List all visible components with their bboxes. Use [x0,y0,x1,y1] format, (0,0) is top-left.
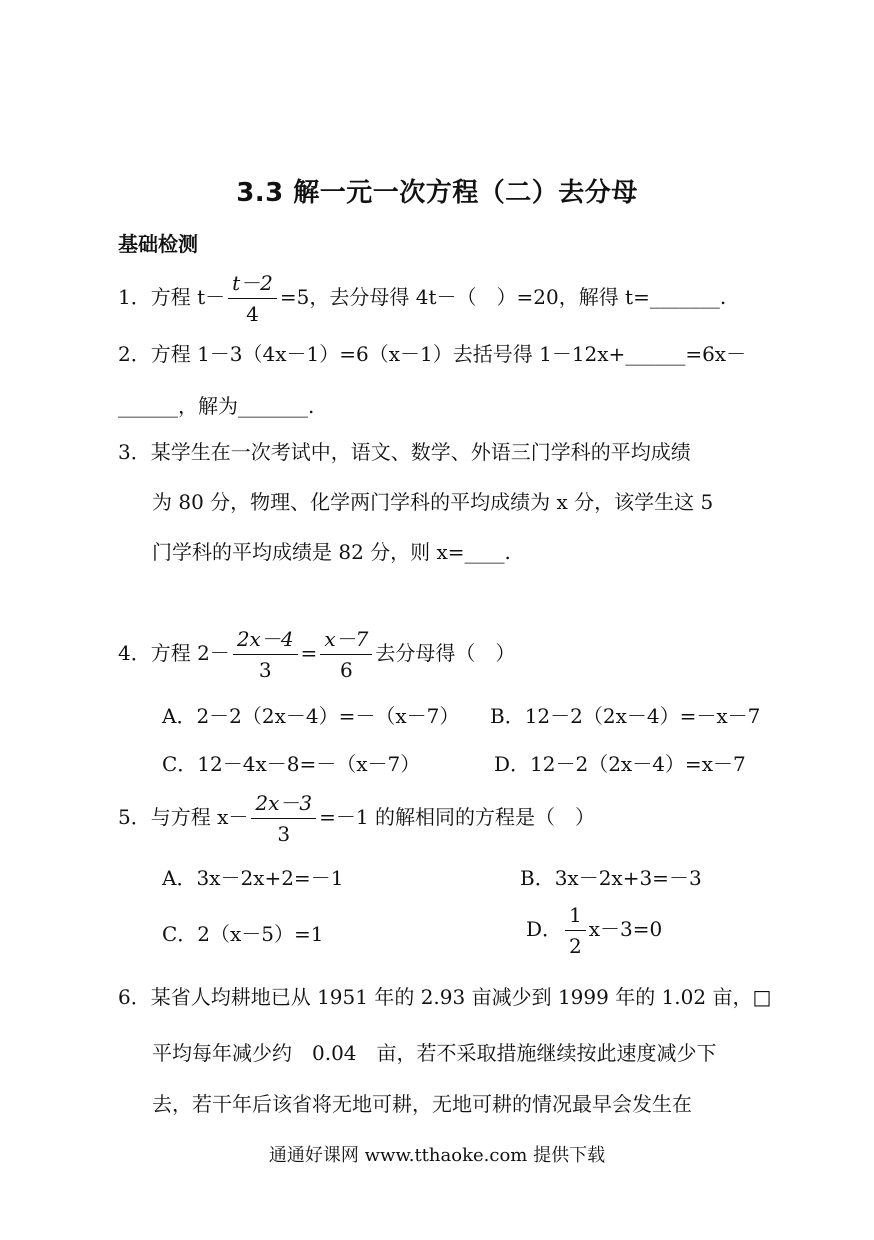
q5-option-d [526,900,662,961]
question-3-line-3: 门学科的平均成绩是 82 分，则 x=____. [152,540,511,564]
q5-option-d-denominator: 2 [569,934,582,958]
q5-option-b: B．3x－2x+3=－3 [520,866,702,890]
q5-option-d-after: x－3=0 [588,917,663,941]
question-6-line-2: 平均每年减少约 0.04 亩，若不采取措施继续按此速度减少下 [152,1041,717,1065]
q1-fraction-denominator: 4 [246,302,259,326]
q5-option-a: A．3x－2x+2=－1 [162,866,344,890]
question-6-line-3: 去，若干年后该省将无地可耕，无地可耕的情况最早会发生在 [152,1092,692,1116]
page-footer: 通通好课网 www.tthaoke.com 提供下载 [268,1145,606,1166]
question-3-line-1: 3．某学生在一次考试中，语文、数学、外语三门学科的平均成绩 [118,440,691,464]
question-4 [118,624,515,685]
q5-fraction-denominator: 3 [277,822,291,846]
question-2-line-1: 2．方程 1－3（4x－1）=6（x－1）去括号得 1－12x+______=6x－ [118,342,747,366]
q4-fraction-2-denominator: 6 [339,658,353,682]
q5-text-after: =－1 的解相同的方程是（ ） [319,805,595,829]
q4-option-b: B．12－2（2x－4）=－x－7 [490,704,761,728]
q1-text-before: 1．方程 t－ [118,285,226,309]
q5-option-d-numerator: 1 [569,903,582,927]
q5-fraction [251,788,316,849]
question-6-line-1: 6．某省人均耕地已从 1951 年的 2.93 亩减少到 1999 年的 1.02 亩，□ [118,985,772,1009]
q4-option-c: C．12－4x－8=－（x－7） [162,752,421,776]
question-1 [118,268,726,329]
q4-text-before: 4．方程 2－ [118,641,230,665]
q1-fraction [228,268,277,329]
q1-text-after: =5，去分母得 4t－（ ）=20，解得 t=_______. [279,285,727,309]
q5-option-d-prefix: D． [526,917,563,941]
q5-option-c: C．2（x－5）=1 [162,922,324,946]
q5-option-d-fraction [565,900,586,961]
q4-text-after: 去分母得（ ） [375,641,516,665]
q4-option-d: D．12－2（2x－4）=x－7 [494,752,746,776]
q4-option-a: A．2－2（2x－4）=－（x－7） [162,704,460,728]
q4-fraction-1-denominator: 3 [258,658,272,682]
q4-equals: = [300,641,318,665]
q4-fraction-1 [233,624,298,685]
question-5 [118,788,595,849]
question-2-line-2: ______，解为_______. [118,394,315,418]
page-title: 3.3 解一元一次方程（二）去分母 [236,178,638,208]
q4-fraction-2-numerator: x－7 [324,627,369,651]
q4-fraction-1-numerator: 2x－4 [236,627,294,651]
q4-fraction-2 [320,624,372,685]
q5-fraction-numerator: 2x－3 [255,791,313,815]
section-heading: 基础检测 [118,232,198,256]
q1-fraction-numerator: t－2 [232,271,273,295]
q5-text-before: 5．与方程 x－ [118,805,249,829]
question-3-line-2: 为 80 分，物理、化学两门学科的平均成绩为 x 分，该学生这 5 [152,490,714,514]
